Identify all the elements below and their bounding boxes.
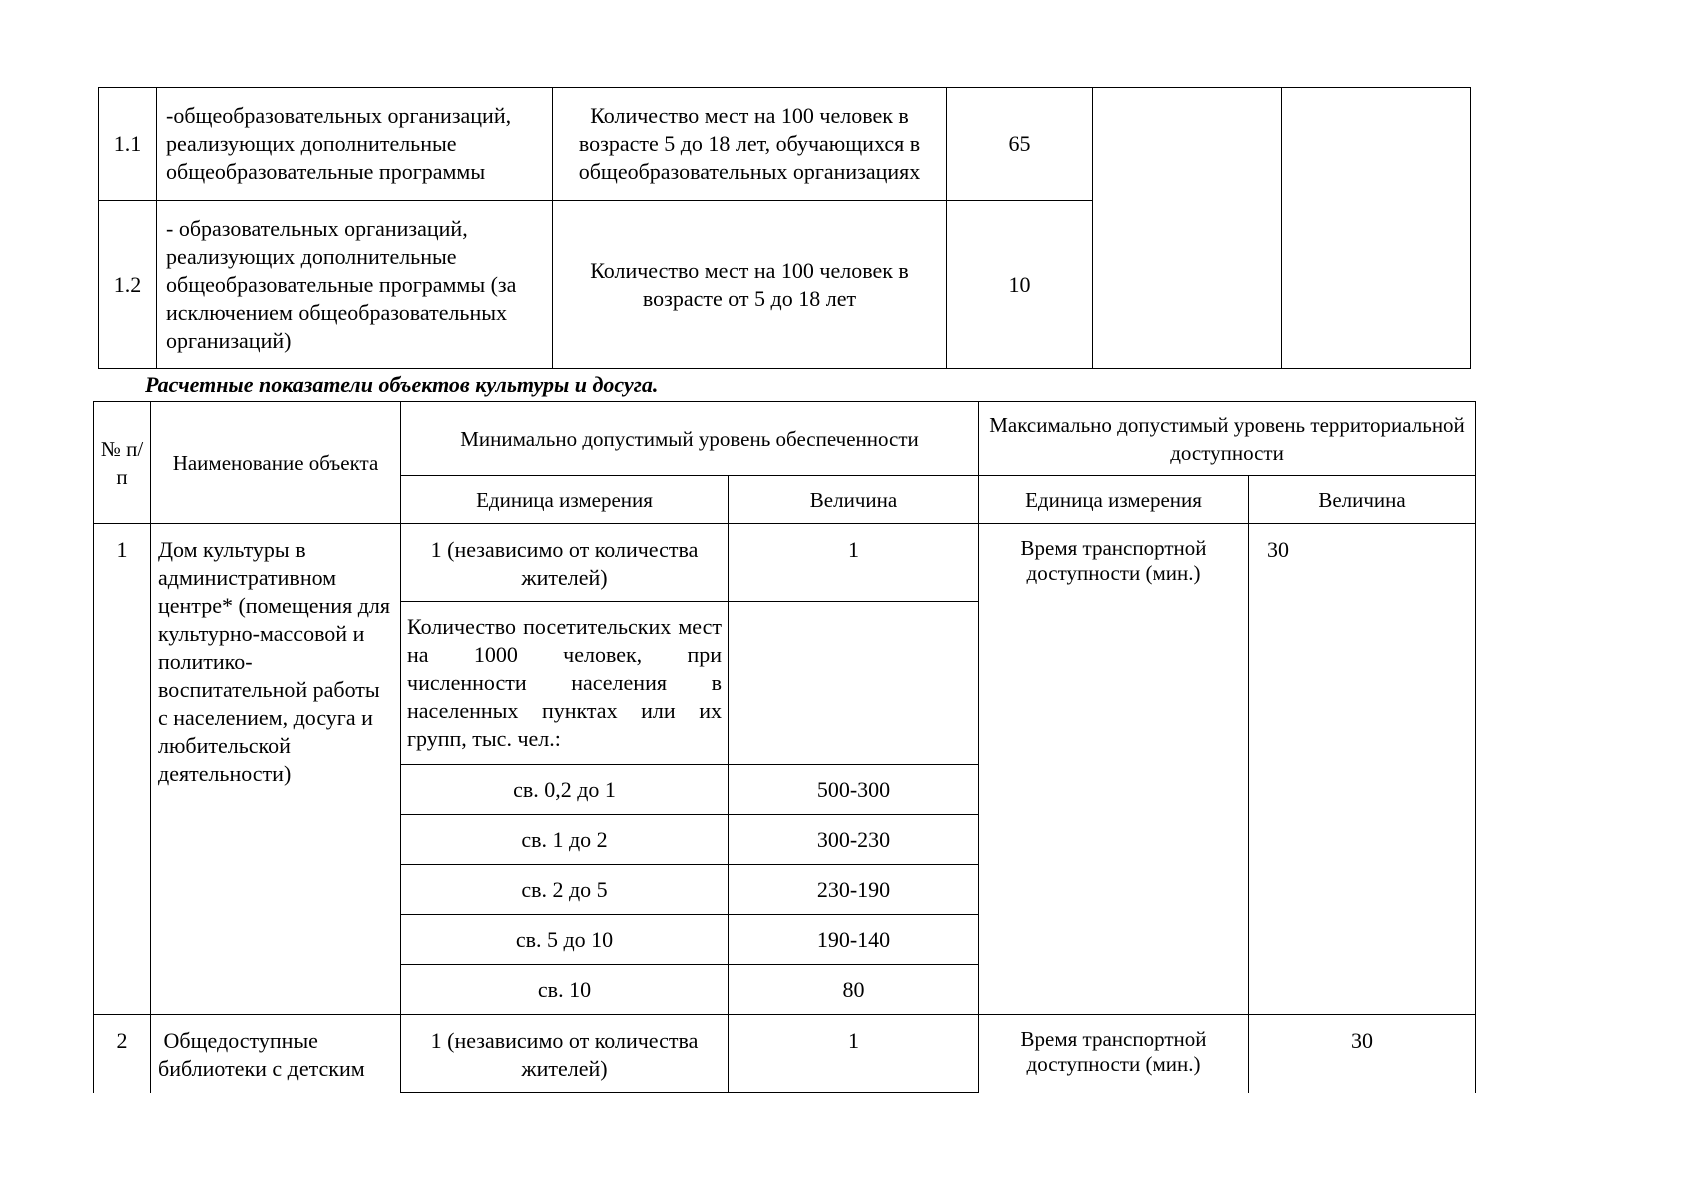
range-value: 230-190 <box>729 865 979 915</box>
access-unit: Время транспортной доступности (мин.) <box>979 524 1249 1015</box>
object-name: Общедоступные библиотеки с детским <box>151 1015 401 1093</box>
population-range: св. 10 <box>401 965 729 1015</box>
empty-cell <box>729 602 979 765</box>
header-number: № п/п <box>94 402 151 524</box>
range-value: 500-300 <box>729 765 979 815</box>
value: 10 <box>947 201 1093 369</box>
object-name: - образовательных организаций, реализующих дополнительные общеобразовательные программы (за исключением общеобразовательных организаций) <box>157 201 553 369</box>
access-unit: Время транспортной доступности (мин.) <box>979 1015 1249 1093</box>
culture-facilities-table <box>93 401 1476 1093</box>
table-row <box>94 524 1476 602</box>
value: 1 <box>729 524 979 602</box>
unit-description: Количество посетительских мест на 1000 человек, при численности населения в населенных пунктах или их групп, тыс. чел.: <box>407 614 722 751</box>
empty-cell <box>1093 88 1282 369</box>
table-row <box>94 1015 1476 1093</box>
access-value: 30 <box>1249 524 1476 1015</box>
population-range: св. 2 до 5 <box>401 865 729 915</box>
header-min-level: Минимально допустимый уровень обеспеченности <box>401 402 979 476</box>
object-name: -общеобразовательных организаций, реализующих дополнительные общеобразовательные программы <box>157 88 553 201</box>
unit-of-measure: Количество мест на 100 человек в возрасте от 5 до 18 лет <box>553 201 947 369</box>
range-value: 80 <box>729 965 979 1015</box>
empty-cell <box>1282 88 1471 369</box>
value: 65 <box>947 88 1093 201</box>
header-row <box>94 402 1476 476</box>
object-name: Дом культуры в административном центре* (помещения для культурно-массовой и политико-воспитательной работы с населением, досуга и любительской деятельности) <box>151 524 401 1015</box>
unit-of-measure: Количество мест на 100 человек в возрасте 5 до 18 лет, обучающихся в общеобразовательных организациях <box>553 88 947 201</box>
row-number: 1 <box>94 524 151 1015</box>
header-value-min: Величина <box>729 476 979 524</box>
row-number: 1.2 <box>99 201 157 369</box>
header-unit-min: Единица измерения <box>401 476 729 524</box>
unit-of-measure <box>401 602 729 765</box>
section-title: Расчетные показатели объектов культуры и досуга. <box>145 372 659 397</box>
unit-of-measure: 1 (независимо от количества жителей) <box>401 1015 729 1093</box>
range-value: 300-230 <box>729 815 979 865</box>
population-range: св. 1 до 2 <box>401 815 729 865</box>
header-max-access: Максимально допустимый уровень территориальной доступности <box>979 402 1476 476</box>
access-value: 30 <box>1249 1015 1476 1093</box>
population-range: св. 5 до 10 <box>401 915 729 965</box>
unit-of-measure: 1 (независимо от количества жителей) <box>401 524 729 602</box>
row-number: 2 <box>94 1015 151 1093</box>
header-value-max: Величина <box>1249 476 1476 524</box>
population-range: св. 0,2 до 1 <box>401 765 729 815</box>
range-value: 190-140 <box>729 915 979 965</box>
value: 1 <box>729 1015 979 1093</box>
header-unit-max: Единица измерения <box>979 476 1249 524</box>
upper-table <box>98 87 1471 369</box>
row-number: 1.1 <box>99 88 157 201</box>
header-object-name: Наименование объекта <box>151 402 401 524</box>
table-row <box>99 88 1471 201</box>
